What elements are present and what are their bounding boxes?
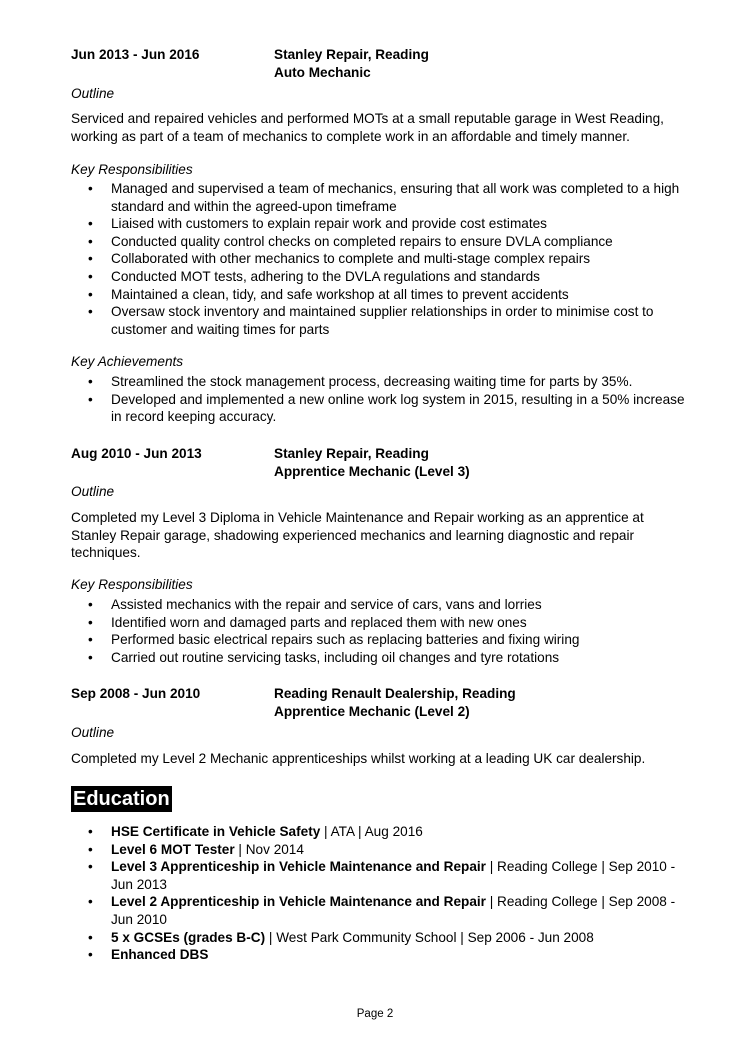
list-item: • Performed basic electrical repairs such as replacing batteries and fixing wiring bbox=[71, 631, 686, 649]
job-outline: Completed my Level 2 Mechanic apprenticeships whilst working at a leading UK car dealership. bbox=[71, 751, 646, 766]
responsibilities-list bbox=[71, 596, 686, 666]
list-item: • Carried out routine servicing tasks, including oil changes and tyre rotations bbox=[71, 649, 686, 667]
achievements-list bbox=[71, 373, 686, 426]
page-number: Page 2 bbox=[356, 1008, 394, 1020]
qualification-name: Enhanced DBS bbox=[111, 947, 209, 963]
list-item: • Developed and implemented a new online work log system in 2015, resulting in a 50% increase in record keeping accuracy. bbox=[71, 391, 686, 426]
list-item: • Streamlined the stock management process, decreasing waiting time for parts by 35%. bbox=[71, 373, 686, 391]
qualification-details: | ATA | Aug 2016 bbox=[320, 824, 423, 839]
qualification-details: | Reading College | Sep 2010 - Jun 2013 bbox=[111, 859, 676, 892]
job-outline: Completed my Level 3 Diploma in Vehicle Maintenance and Repair working as an apprentice at Stanley Repair garage, shadowing experienced mechanics and learning diagnostic and repair techniques. bbox=[71, 510, 644, 561]
job-company: Reading Renault Dealership, Reading bbox=[274, 686, 516, 701]
list-item: • Assisted mechanics with the repair and service of cars, vans and lorries bbox=[71, 596, 686, 614]
outline-label: Outline bbox=[71, 725, 115, 740]
responsibilities-label: Key Responsibilities bbox=[71, 162, 193, 177]
qualification-name: HSE Certificate in Vehicle Safety bbox=[111, 824, 321, 839]
list-item: • Managed and supervised a team of mechanics, ensuring that all work was completed to a high standard and within the agreed-upon timeframe bbox=[71, 180, 686, 215]
job-role: Apprentice Mechanic (Level 3) bbox=[274, 464, 470, 479]
qualification-name: 5 x GCSEs (grades B-C) bbox=[111, 929, 266, 945]
job-dates: Aug 2010 - Jun 2013 bbox=[71, 446, 202, 461]
list-item: • Collaborated with other mechanics to complete and multi-stage complex repairs bbox=[71, 250, 686, 268]
education-item bbox=[71, 893, 686, 928]
responsibilities-list bbox=[71, 180, 686, 338]
qualification-name: Level 3 Apprenticeship in Vehicle Maintenance and Repair bbox=[111, 859, 486, 875]
list-item: • Oversaw stock inventory and maintained supplier relationships in order to minimise cost to customer and waiting times for parts bbox=[71, 303, 686, 338]
list-item: • Liaised with customers to explain repair work and provide cost estimates bbox=[71, 215, 686, 233]
qualification-name: Level 6 MOT Tester bbox=[111, 841, 235, 857]
education-heading: Education bbox=[73, 788, 170, 810]
job-outline: Serviced and repaired vehicles and performed MOTs at a small reputable garage in West Reading, working as part of a team of mechanics to complete work in an affordable and timely manner. bbox=[71, 111, 664, 144]
list-item: • Maintained a clean, tidy, and safe workshop at all times to prevent accidents bbox=[71, 286, 686, 304]
list-item: • Conducted MOT tests, adhering to the DVLA regulations and standards bbox=[71, 268, 686, 286]
education-item bbox=[71, 929, 686, 947]
job-company: Stanley Repair, Reading bbox=[274, 446, 429, 461]
qualification-name: Level 2 Apprenticeship in Vehicle Maintenance and Repair bbox=[111, 894, 486, 910]
education-item bbox=[71, 841, 686, 859]
qualification-details: | West Park Community School | Sep 2006 - Jun 2008 bbox=[265, 929, 594, 945]
job-dates: Sep 2008 - Jun 2010 bbox=[71, 686, 201, 701]
qualification-details: | Nov 2014 bbox=[234, 841, 304, 857]
list-item: • Identified worn and damaged parts and replaced them with new ones bbox=[71, 614, 686, 632]
education-item bbox=[71, 946, 686, 964]
education-item bbox=[71, 858, 686, 893]
job-role: Apprentice Mechanic (Level 2) bbox=[274, 704, 470, 719]
job-role: Auto Mechanic bbox=[274, 65, 371, 80]
outline-label: Outline bbox=[71, 484, 115, 499]
outline-label: Outline bbox=[71, 86, 115, 101]
job-dates: Jun 2013 - Jun 2016 bbox=[71, 47, 200, 62]
list-item: • Conducted quality control checks on completed repairs to ensure DVLA compliance bbox=[71, 233, 686, 251]
achievements-label: Key Achievements bbox=[71, 354, 184, 369]
job-company: Stanley Repair, Reading bbox=[274, 47, 429, 62]
qualification-details: | Reading College | Sep 2008 - Jun 2010 bbox=[111, 894, 676, 927]
education-list bbox=[71, 823, 686, 964]
education-item bbox=[71, 823, 686, 841]
responsibilities-label: Key Responsibilities bbox=[71, 577, 193, 592]
